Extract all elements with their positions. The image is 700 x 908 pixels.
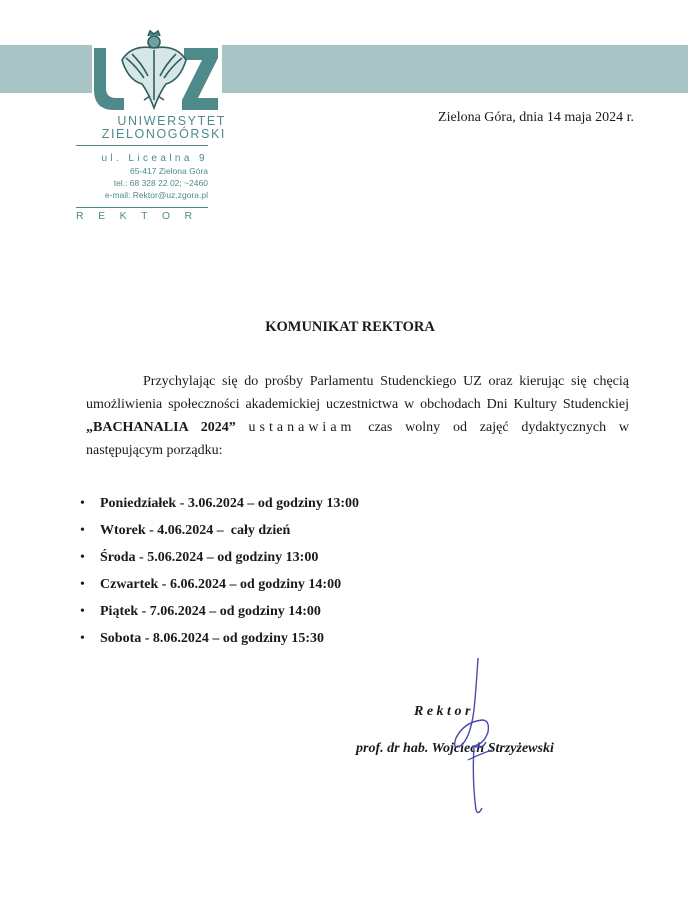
address-street: ul. Licealna 9 bbox=[101, 153, 208, 164]
university-logo bbox=[92, 30, 220, 114]
office-label: REKTOR bbox=[76, 210, 207, 222]
address-block bbox=[76, 153, 208, 201]
list-item bbox=[80, 604, 359, 631]
schedule-list bbox=[80, 496, 359, 658]
bullet-icon: • bbox=[80, 550, 85, 565]
spaced-word: ustanawiam bbox=[248, 420, 356, 435]
signature-role: Rektor bbox=[414, 704, 474, 719]
list-item-text: Poniedziałek - 3.06.2024 – od godziny 13:00 bbox=[100, 496, 360, 511]
document-title: KOMUNIKAT REKTORA bbox=[265, 319, 435, 335]
date-line: Zielona Góra, dnia 14 maja 2024 r. bbox=[438, 110, 634, 125]
list-item-text: Sobota - 8.06.2024 – od godziny 15:30 bbox=[100, 631, 325, 646]
list-item-text: Wtorek - 4.06.2024 – cały dzień bbox=[100, 523, 291, 538]
address-email: e-mail: Rektor@uz.zgora.pl bbox=[104, 190, 208, 200]
bullet-icon: • bbox=[80, 577, 85, 592]
body-paragraph bbox=[86, 370, 629, 462]
list-item bbox=[80, 631, 359, 658]
bullet-icon: • bbox=[80, 631, 85, 646]
university-name-line1: UNIWERSYTET bbox=[117, 114, 226, 128]
bullet-icon: • bbox=[80, 523, 85, 538]
body-text-after: czas wolny od zajęć dydaktycznych w następującym porządku: bbox=[86, 420, 630, 458]
address-city: 65-417 Zielona Góra bbox=[130, 166, 208, 176]
body-text-before: Przychylając się do prośby Parlamentu Studenckiego UZ oraz kierując się chęcią umożliwienia społeczności akademickiej uczestnictwa w obchodach Dni Kultury Studenckiej bbox=[86, 374, 629, 412]
signer-name: prof. dr hab. Wojciech Strzyżewski bbox=[356, 741, 554, 756]
divider bbox=[76, 207, 208, 208]
address-phone: tel.: 68 328 22 02; ~2460 bbox=[113, 178, 208, 188]
list-item-text: Czwartek - 6.06.2024 – od godziny 14:00 bbox=[100, 577, 342, 592]
bullet-icon: • bbox=[80, 604, 85, 619]
divider bbox=[76, 145, 208, 146]
document-body bbox=[86, 370, 629, 462]
university-name bbox=[76, 115, 226, 141]
handwritten-signature bbox=[430, 650, 520, 820]
list-item bbox=[80, 577, 359, 604]
event-name: „BACHANALIA 2024” bbox=[86, 420, 236, 435]
list-item bbox=[80, 523, 359, 550]
list-item bbox=[80, 550, 359, 577]
bullet-icon: • bbox=[80, 496, 85, 511]
list-item-text: Piątek - 7.06.2024 – od godziny 14:00 bbox=[100, 604, 321, 619]
eagle-icon bbox=[122, 31, 186, 108]
university-name-line2: ZIELONOGÓRSKI bbox=[101, 127, 226, 141]
list-item-text: Środa - 5.06.2024 – od godziny 13:00 bbox=[100, 550, 319, 565]
list-item bbox=[80, 496, 359, 523]
